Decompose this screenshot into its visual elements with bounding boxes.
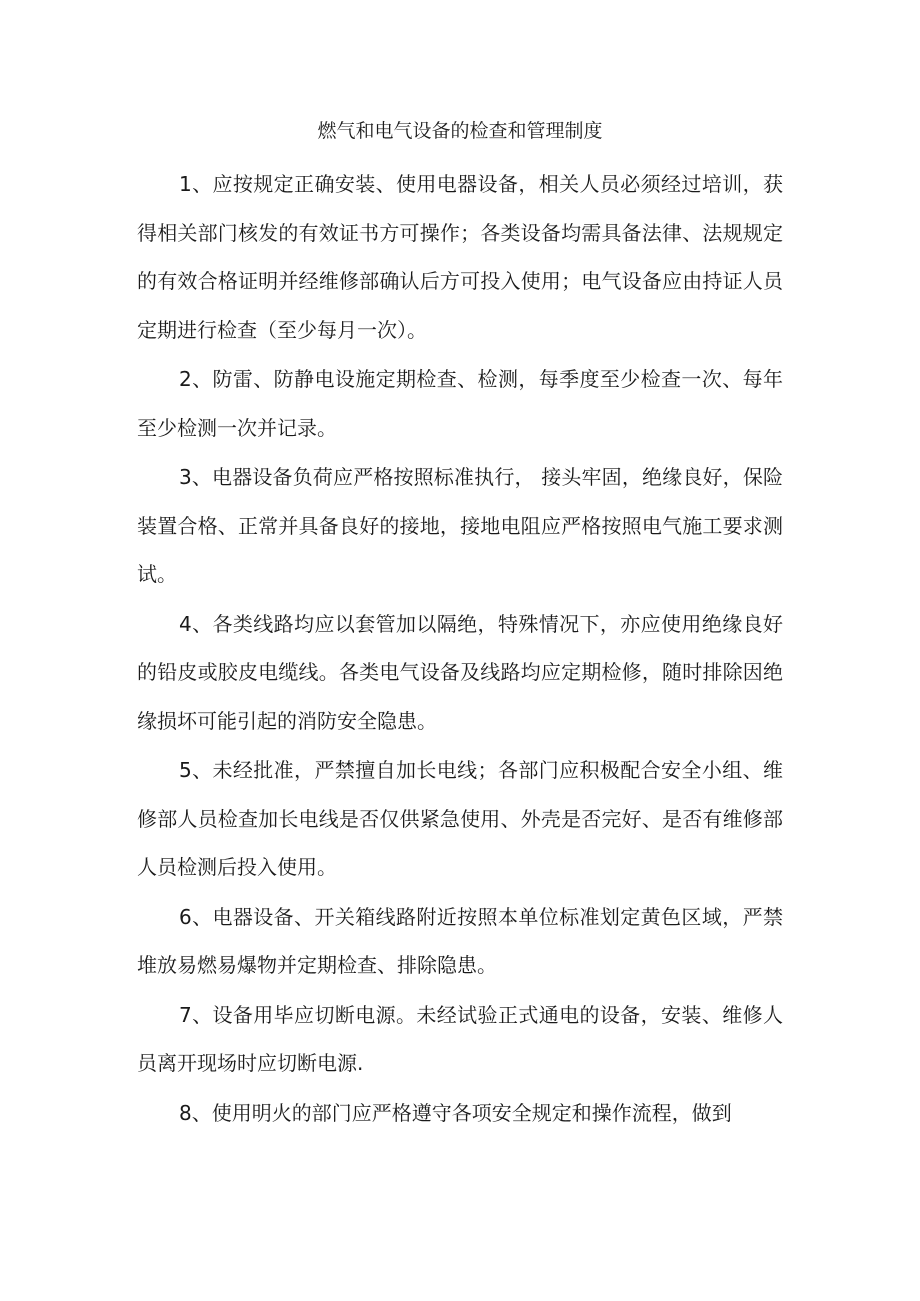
paragraph-3: 3、电器设备负荷应严格按照标准执行， 接头牢固，绝缘良好，保险装置合格、正常并具备良好的接地，接地电阻应严格按照电气施工要求测试。 <box>137 465 783 586</box>
paragraph-7: 7、设备用毕应切断电源。未经试验正式通电的设备，安装、维修人员离开现场时应切断电源. <box>137 1002 783 1075</box>
paragraph-5: 5、未经批准，严禁擅自加长电线；各部门应积极配合安全小组、维修部人员检查加长电线是否仅供紧急使用、外壳是否完好、是否有维修部人员检测后投入使用。 <box>137 758 783 879</box>
paragraph-4: 4、各类线路均应以套管加以隔绝，特殊情况下，亦应使用绝缘良好的铅皮或胶皮电缆线。各类电气设备及线路均应定期检修，随时排除因绝缘损坏可能引起的消防安全隐患。 <box>137 611 783 733</box>
paragraph-6: 6、电器设备、开关箱线路附近按照本单位标准划定黄色区域，严禁堆放易燃易爆物并定期检查、排除隐患。 <box>137 904 783 977</box>
document-title: 燃气和电气设备的检查和管理制度 <box>317 120 603 142</box>
paragraph-2: 2、防雷、防静电设施定期检查、检测，每季度至少检查一次、每年至少检测一次并记录。 <box>137 367 783 440</box>
paragraph-8: 8、使用明火的部门应严格遵守各项安全规定和操作流程，做到 <box>179 1100 732 1125</box>
paragraph-1: 1、应按规定正确安装、使用电器设备，相关人员必须经过培训，获得相关部门核发的有效证书方可操作；各类设备均需具备法律、法规规定的有效合格证明并经维修部确认后方可投入使用；电气设备应由持证人员定期进行检查（至少每月一次）。 <box>137 172 783 342</box>
